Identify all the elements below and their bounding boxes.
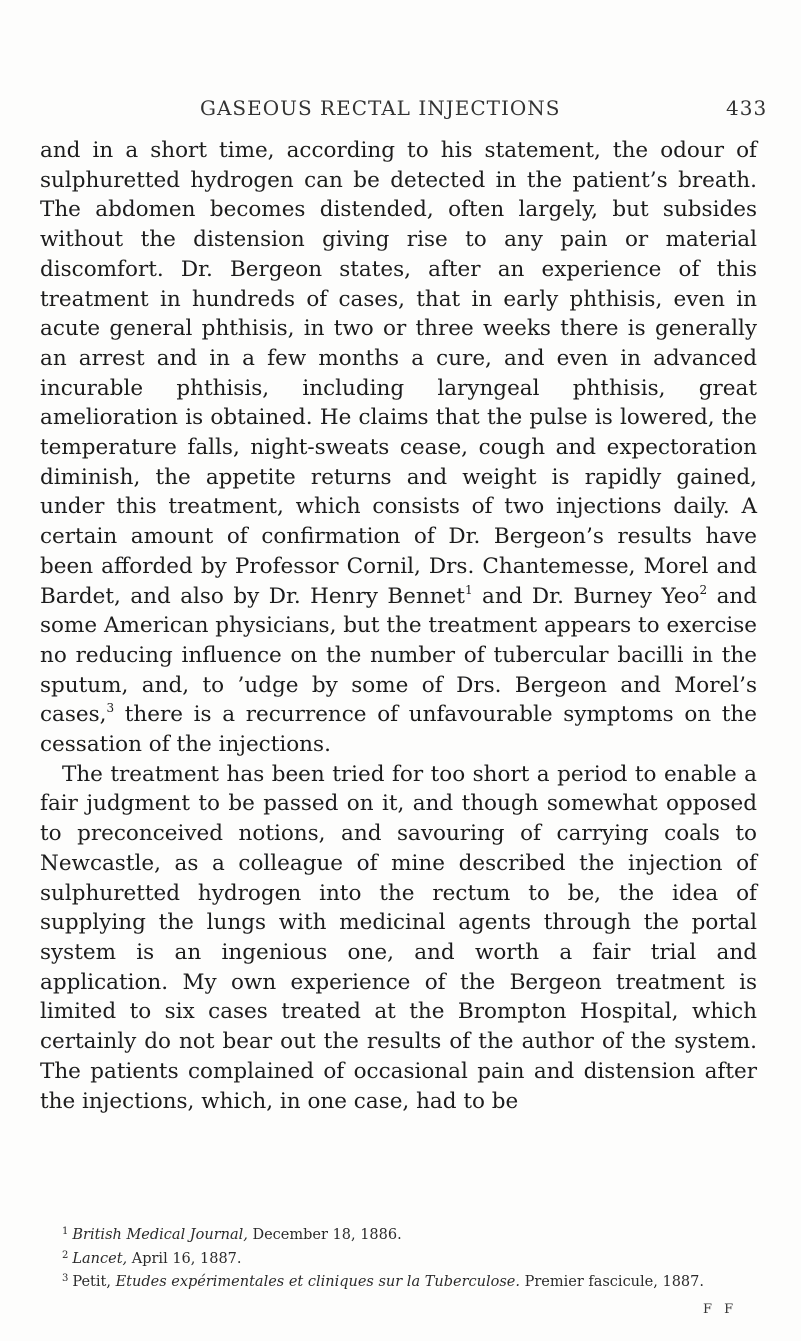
footnote-detail: Premier fascicule, 1887. <box>519 1274 704 1290</box>
footnote-number: 3 <box>62 1273 69 1284</box>
footnote-number: 2 <box>62 1249 69 1261</box>
footnote-3 <box>40 1269 757 1293</box>
footnotes <box>40 1222 757 1293</box>
paragraph-1-part-4: there is a recurrence of unfavourable symptoms on the cessation of the injections. <box>40 702 757 758</box>
footnote-source: Lancet, <box>72 1250 128 1267</box>
footnote-ref-1: 1 <box>464 582 473 597</box>
footnote-2 <box>40 1246 757 1270</box>
footnote-detail: December 18, 1886. <box>247 1227 402 1243</box>
body-text <box>40 136 757 1116</box>
paragraph-1-part-2: and Dr. Burney Yeo <box>472 583 700 609</box>
signature-mark: F F <box>703 1302 738 1317</box>
paragraph-2: The treatment has been tried for too short a period to enable a fair judgment to be passed on it, and though somewhat opposed to preconceived notions, and savouring of carrying coals to Newcastle, as a colleague of mine described the injection of sulphuretted hydrogen into the rectum to be, the idea of supplying the lungs with medicinal agents through the portal system is an ingenious one, and worth a fair trial and application. My own experience of the Bergeon treatment is limited to six cases treated at the Brompton Hospital, which certainly do not bear out the results of the author of the system. The patients complained of occasional pain and distension after the injections, which, in one case, had to be <box>40 761 757 1114</box>
footnote-1 <box>40 1222 757 1246</box>
paragraph-1-part-3: and some American physicians, but the treatment appears to exercise no reducing influence on the number of tubercular bacilli in the sputum, and, to ’udge by some of Drs. Bergeon and Morel’s cases, <box>40 583 757 728</box>
footnote-ref-2: 2 <box>699 582 708 597</box>
paragraph-1-part-1: and in a short time, according to his statement, the odour of sulphuretted hydrogen can be detected in the patient’s breath. The abdomen becomes distended, often largely, but subsides without the distension giving rise to any pain or material discomfort. Dr. Bergeon states, after an experience of this treatment in hundreds of cases, that in early phthisis, even in acute general phthisis, in two or three weeks there is generally an arrest and in a few months a cure, and even in advanced incurable phthisis, including laryngeal phthisis, great amelioration is obtained. He claims that the pulse is lowered, the temperature falls, night-sweats cease, cough and expectoration diminish, the appetite returns and weight is rapidly gained, under this treatment, which consists of two injections daily. A certain amount of confirmation of Dr. Bergeon’s results have been afforded by Professor Cornil, Drs. Chantemesse, Morel and Bardet, and also by Dr. Henry Bennet <box>40 138 757 609</box>
footnote-number: 1 <box>62 1226 69 1237</box>
page-number: 433 <box>726 96 768 120</box>
footnote-author: Petit, <box>72 1274 116 1290</box>
footnote-detail: April 16, 1887. <box>127 1250 242 1267</box>
paragraph-1 <box>40 136 757 760</box>
footnote-source: Etudes expérimentales et cliniques sur la Tuberculose. <box>115 1274 520 1290</box>
footnote-ref-3: 3 <box>106 701 115 716</box>
footnote-source: British Medical Journal, <box>72 1227 248 1243</box>
running-title: GASEOUS RECTAL INJECTIONS <box>200 96 561 120</box>
